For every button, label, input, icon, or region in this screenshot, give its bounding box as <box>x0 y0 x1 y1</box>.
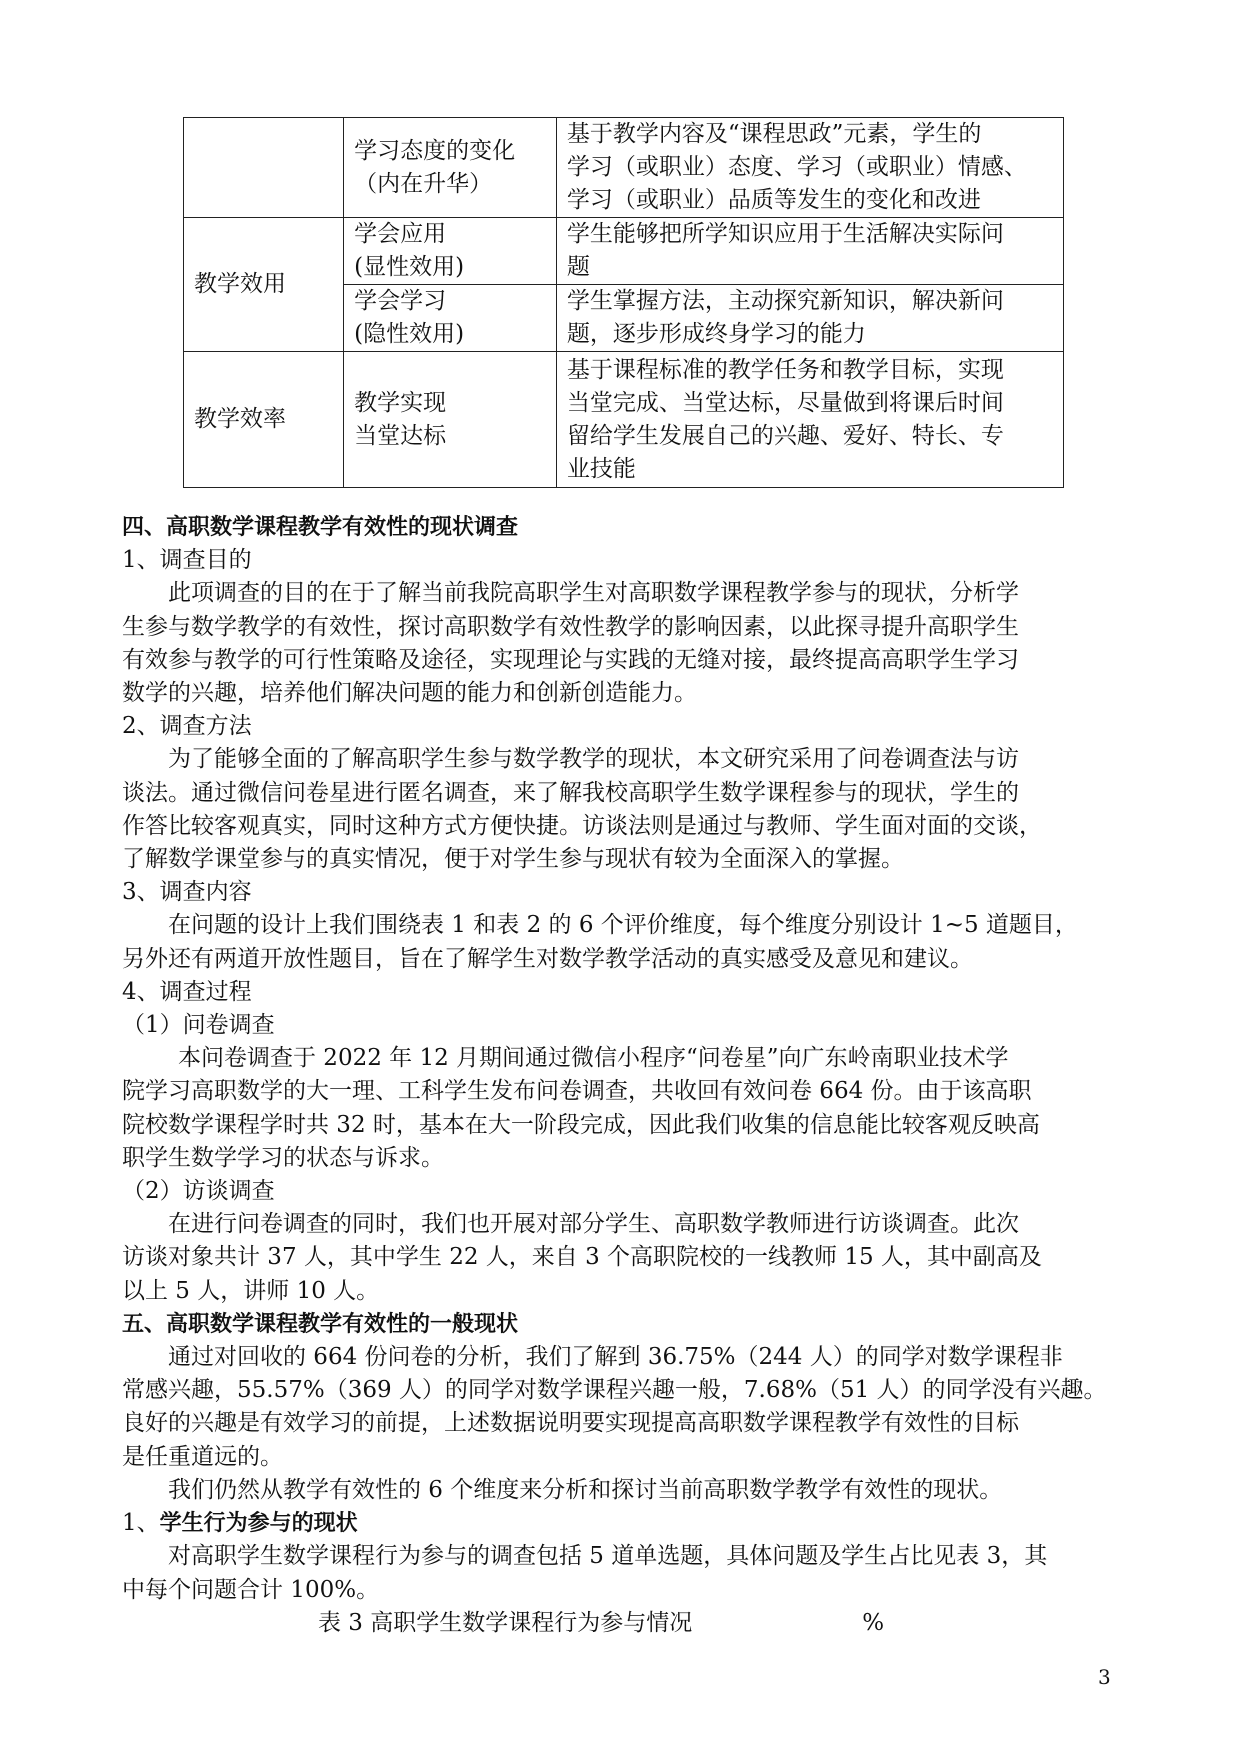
paragraph-line: 院校数学课程学时共 32 时，基本在大一阶段完成，因此我们收集的信息能比较客观反映高 <box>122 1111 1040 1138</box>
table-caption <box>122 1607 1110 1640</box>
cell-line: 当堂完成、当堂达标，尽量做到将课后时间 <box>566 389 1004 416</box>
table-cell <box>344 218 557 285</box>
section-heading: 四、高职数学课程教学有效性的现状调查 <box>122 515 519 540</box>
subsection-title: （2）访谈调查 <box>122 1178 275 1205</box>
dimension-sublabel: 当堂达标 <box>354 422 447 449</box>
body-text <box>122 511 1110 1640</box>
caption-text: 表 3 高职学生数学课程行为参与情况 <box>318 1609 693 1636</box>
subsection-number: 1、 <box>122 1510 160 1537</box>
paragraph-line: 我们仍然从教学有效性的 6 个维度来分析和探讨当前高职数学教学有效性的现状。 <box>168 1476 1003 1503</box>
paragraph-line: 良好的兴趣是有效学习的前提，上述数据说明要实现提高高职数学课程教学有效性的目标 <box>122 1410 1019 1437</box>
paragraph-line: 生参与数学教学的有效性，探讨高职数学有效性教学的影响因素，以此探寻提升高职学生 <box>122 613 1019 640</box>
subsection-title-text: 学生行为参与的现状 <box>159 1511 358 1537</box>
paragraph-line: 为了能够全面的了解高职学生参与数学教学的现状，本文研究采用了问卷调查法与访 <box>168 746 1019 773</box>
dimension-label: 学会学习 <box>354 288 447 314</box>
paragraph-line: 谈法。通过微信问卷星进行匿名调查，来了解我校高职学生数学课程参与的现状，学生的 <box>122 779 1019 806</box>
cell-line: 学习（或职业）品质等发生的变化和改进 <box>566 187 981 213</box>
table-cell <box>184 118 344 218</box>
page-number: 3 <box>1098 1665 1111 1689</box>
paragraph-line: 本问卷调查于 2022 年 12 月期间通过微信小程序“问卷星”向广东岭南职业技术学 <box>178 1045 1009 1072</box>
table-cell <box>344 118 557 218</box>
table-row <box>184 118 1064 218</box>
table-cell <box>344 285 557 352</box>
cell-line: 学习（或职业）态度、学习（或职业）情感、 <box>566 154 1027 180</box>
cell-line: 留给学生发展自己的兴趣、爱好、特长、专 <box>566 422 1004 449</box>
evaluation-table <box>183 117 1064 488</box>
subsection-title: （1）问卷调查 <box>122 1012 275 1039</box>
table-cell <box>556 285 1063 352</box>
cell-line: 学生能够把所学知识应用于生活解决实际问 <box>566 221 1004 247</box>
caption-unit: % <box>862 1609 885 1636</box>
table-row <box>184 352 1064 488</box>
paragraph-line: 通过对回收的 664 份问卷的分析，我们了解到 36.75%（244 人）的同学对数学课程非 <box>168 1344 1063 1371</box>
paragraph-line: 常感兴趣，55.57%（369 人）的同学对数学课程兴趣一般，7.68%（51 人）的同学没有兴趣。 <box>122 1377 1107 1404</box>
paragraph-line: 此项调查的目的在于了解当前我院高职学生对高职数学课程教学参与的现状，分析学 <box>168 580 1019 607</box>
paragraph-line: 职学生数学学习的状态与诉求。 <box>122 1144 444 1171</box>
dimension-sublabel: (显性效用) <box>354 254 465 280</box>
dimension-label: 教学实现 <box>354 389 447 416</box>
section-heading: 五、高职数学课程教学有效性的一般现状 <box>122 1311 519 1337</box>
dimension-sublabel: (隐性效用) <box>354 321 465 347</box>
dimension-label: 学会应用 <box>354 221 447 247</box>
dimension-label: 学习态度的变化 <box>354 137 516 164</box>
subsection-title: 4、调查过程 <box>122 978 252 1005</box>
subsection-title: 1、调查目的 <box>122 547 252 574</box>
paragraph-line: 数学的兴趣，培养他们解决问题的能力和创新创造能力。 <box>122 680 697 707</box>
cell-line: 题 <box>566 254 590 280</box>
paragraph-line: 对高职学生数学课程行为参与的调查包括 5 道单选题，具体问题及学生占比见表 3，其 <box>168 1543 1048 1570</box>
paragraph-line: 有效参与教学的可行性策略及途径，实现理论与实践的无缝对接，最终提高高职学生学习 <box>122 646 1019 673</box>
category-cell: 教学效用 <box>184 218 344 352</box>
paragraph-line: 是任重道远的。 <box>122 1443 283 1470</box>
cell-line: 学生掌握方法，主动探究新知识，解决新问 <box>566 288 1004 314</box>
subsection-title <box>122 1507 1110 1540</box>
paragraph-line: 了解数学课堂参与的真实情况，便于对学生参与现状有较为全面深入的掌握。 <box>122 846 904 873</box>
paragraph-line: 作答比较客观真实，同时这种方式方便快捷。访谈法则是通过与教师、学生面对面的交谈， <box>122 812 1042 839</box>
cell-line: 业技能 <box>566 455 636 482</box>
paragraph-line: 以上 5 人，讲师 10 人。 <box>122 1277 380 1304</box>
paragraph-line: 院学习高职数学的大一理、工科学生发布问卷调查，共收回有效问卷 664 份。由于该高职 <box>122 1078 1032 1105</box>
table-cell <box>556 118 1063 218</box>
paragraph-line: 访谈对象共计 37 人，其中学生 22 人，来自 3 个高职院校的一线教师 15 人，其中副高及 <box>122 1244 1042 1271</box>
table-cell <box>344 352 557 488</box>
dimension-sublabel: （内在升华） <box>354 170 493 197</box>
paragraph-line: 中每个问题合计 100%。 <box>122 1576 380 1603</box>
paragraph-line: 另外还有两道开放性题目，旨在了解学生对数学教学活动的真实感受及意见和建议。 <box>122 945 973 972</box>
table-cell <box>556 218 1063 285</box>
cell-line: 题，逐步形成终身学习的能力 <box>566 321 866 347</box>
table-row <box>184 218 1064 285</box>
category-cell: 教学效率 <box>184 352 344 488</box>
cell-line: 基于教学内容及“课程思政”元素，学生的 <box>566 121 982 147</box>
table-cell <box>556 352 1063 488</box>
cell-line: 基于课程标准的教学任务和教学目标，实现 <box>566 356 1004 383</box>
paragraph-line: 在进行问卷调查的同时，我们也开展对部分学生、高职数学教师进行访谈调查。此次 <box>168 1211 1019 1238</box>
subsection-title: 2、调查方法 <box>122 713 252 740</box>
paragraph-line: 在问题的设计上我们围绕表 1 和表 2 的 6 个评价维度，每个维度分别设计 1~5 道题目， <box>168 912 1078 939</box>
subsection-title: 3、调查内容 <box>122 879 252 906</box>
